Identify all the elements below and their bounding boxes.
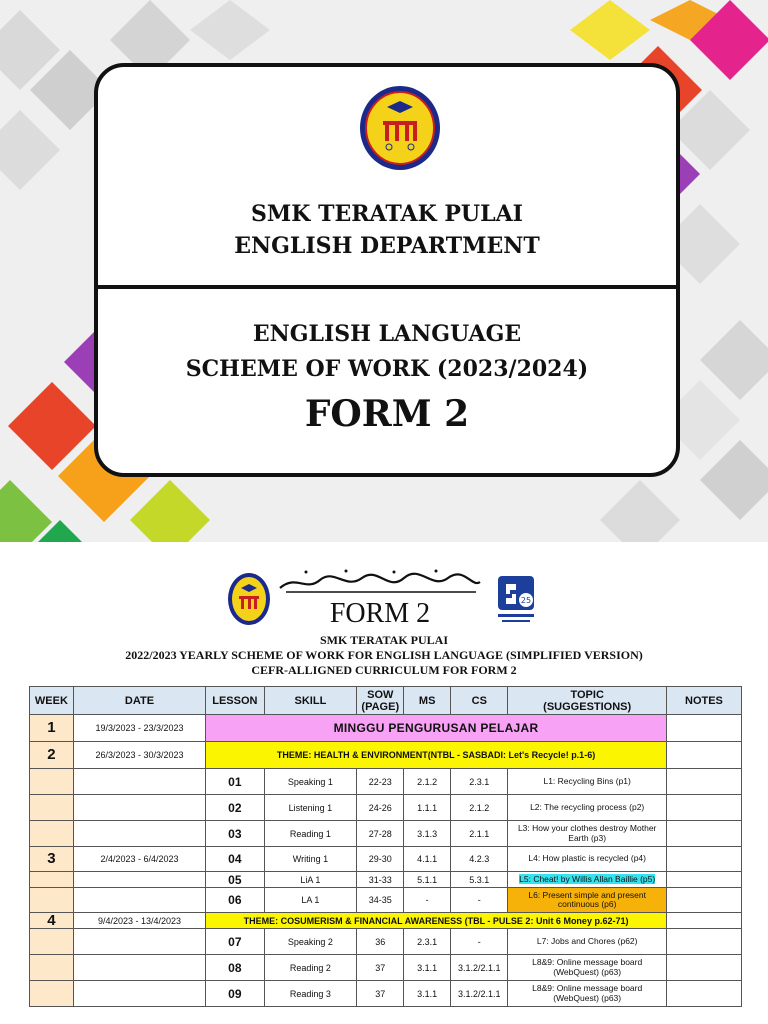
cs-cell: 4.2.3 — [451, 847, 508, 872]
school-crest-icon — [359, 85, 441, 171]
date-cell: 19/3/2023 - 23/3/2023 — [73, 715, 205, 742]
date-cell: 9/4/2023 - 13/4/2023 — [73, 913, 205, 929]
sow-cell: 37 — [357, 955, 404, 981]
theme-banner: THEME: COSUMERISM & FINANCIAL AWARENESS (TBL - PULSE 2: Unit 6 Money p.62-71) — [206, 913, 667, 929]
week-cell — [30, 981, 74, 1007]
ms-cell: 3.1.1 — [404, 981, 451, 1007]
sow-cell: 37 — [357, 981, 404, 1007]
skill-cell: Reading 1 — [264, 821, 357, 847]
lesson-cell: 08 — [206, 955, 264, 981]
cs-cell: - — [451, 888, 508, 913]
table-row — [30, 955, 742, 981]
week-cell — [30, 872, 74, 888]
lesson-cell: 01 — [206, 769, 264, 795]
week-cell — [30, 955, 74, 981]
ms-cell: 5.1.1 — [404, 872, 451, 888]
lesson-cell: 03 — [206, 821, 264, 847]
notes-cell — [666, 955, 741, 981]
col-cs: CS — [451, 687, 508, 715]
date-cell — [73, 955, 205, 981]
skill-cell: Reading 3 — [264, 981, 357, 1007]
ms-cell: 1.1.1 — [404, 795, 451, 821]
sheet-form-title: FORM 2 — [329, 598, 431, 629]
table-row — [30, 821, 742, 847]
cover-school-name: SMK TERATAK PULAI — [251, 201, 523, 227]
cs-cell: 2.1.1 — [451, 821, 508, 847]
notes-cell — [666, 981, 741, 1007]
week-cell — [30, 888, 74, 913]
week-cell — [30, 769, 74, 795]
sow-cell: 22-23 — [357, 769, 404, 795]
svg-text:25: 25 — [520, 596, 532, 605]
week-cell — [30, 795, 74, 821]
topic-cell: L4: How plastic is recycled (p4) — [508, 847, 666, 872]
table-row — [30, 715, 742, 742]
topic-cell: L1: Recycling Bins (p1) — [508, 769, 666, 795]
topic-cell: L7: Jobs and Chores (p62) — [508, 929, 666, 955]
notes-cell — [666, 929, 741, 955]
col-skill: SKILL — [264, 687, 357, 715]
table-row — [30, 769, 742, 795]
sheet-subtitle: 2022/2023 YEARLY SCHEME OF WORK FOR ENGLISH LANGUAGE (SIMPLIFIED VERSION) — [125, 648, 643, 662]
school-crest-small-icon — [227, 572, 271, 626]
sheet-school-name: SMK TERATAK PULAI — [319, 633, 448, 647]
topic-highlight: L5: Cheat! by Willis Allan Baillie (p5) — [519, 873, 656, 884]
notes-cell — [666, 795, 741, 821]
col-sow: SOW (PAGE) — [357, 687, 404, 715]
jawi-school-name — [276, 566, 484, 598]
sheet-curriculum: CEFR-ALLIGNED CURRICULUM FOR FORM 2 — [251, 663, 517, 677]
topic-cell: L3: How your clothes destroy Mother Earth (p3) — [508, 821, 666, 847]
cover-form-title: FORM 2 — [304, 393, 470, 435]
date-cell — [73, 888, 205, 913]
date-cell — [73, 821, 205, 847]
lesson-cell: 02 — [206, 795, 264, 821]
ms-cell: 3.1.1 — [404, 955, 451, 981]
sow-cell: 27-28 — [357, 821, 404, 847]
table-row — [30, 847, 742, 872]
theme-banner: THEME: HEALTH & ENVIRONMENT(NTBL - SASBADI: Let's Recycle! p.1-6) — [206, 742, 667, 769]
table-row — [30, 929, 742, 955]
ms-cell: 4.1.1 — [404, 847, 451, 872]
date-cell — [73, 981, 205, 1007]
notes-cell — [666, 769, 741, 795]
cs-cell: 3.1.2/2.1.1 — [451, 981, 508, 1007]
skill-cell: Speaking 1 — [264, 769, 357, 795]
cover-divider — [94, 285, 680, 289]
date-cell — [73, 769, 205, 795]
ms-cell: 3.1.3 — [404, 821, 451, 847]
topic-cell: L6: Present simple and present continuous (p6) — [508, 888, 666, 913]
skill-cell: Listening 1 — [264, 795, 357, 821]
table-row — [30, 888, 742, 913]
skill-cell: LA 1 — [264, 888, 357, 913]
ms-cell: - — [404, 888, 451, 913]
sow-cell: 36 — [357, 929, 404, 955]
ms-cell: 2.3.1 — [404, 929, 451, 955]
cover-department: ENGLISH DEPARTMENT — [234, 233, 540, 259]
sow-cell: 24-26 — [357, 795, 404, 821]
cs-cell: - — [451, 929, 508, 955]
table-row — [30, 913, 742, 929]
sow-cell: 29-30 — [357, 847, 404, 872]
week-cell — [30, 929, 74, 955]
week-cell: 1 — [30, 715, 74, 742]
table-row — [30, 795, 742, 821]
cover-subject: ENGLISH LANGUAGE — [252, 321, 522, 347]
notes-cell — [666, 913, 741, 929]
cover-scheme-title: SCHEME OF WORK (2023/2024) — [185, 356, 589, 382]
notes-cell — [666, 872, 741, 888]
lesson-cell: 05 — [206, 872, 264, 888]
col-week: WEEK — [30, 687, 74, 715]
cs-cell: 3.1.2/2.1.1 — [451, 955, 508, 981]
notes-cell — [666, 715, 741, 742]
skill-cell: Speaking 2 — [264, 929, 357, 955]
col-topic: TOPIC (SUGGESTIONS) — [508, 687, 666, 715]
lesson-cell: 09 — [206, 981, 264, 1007]
topic-cell — [508, 872, 666, 888]
skill-cell: Reading 2 — [264, 955, 357, 981]
notes-cell — [666, 742, 741, 769]
topic-cell: L8&9: Online message board (WebQuest) (p63) — [508, 955, 666, 981]
topic-cell: L2: The recycling process (p2) — [508, 795, 666, 821]
table-header-row — [30, 687, 742, 715]
date-cell — [73, 872, 205, 888]
notes-cell — [666, 821, 741, 847]
topic-cell: L8&9: Online message board (WebQuest) (p63) — [508, 981, 666, 1007]
ms-cell: 2.1.2 — [404, 769, 451, 795]
date-cell — [73, 795, 205, 821]
notes-cell — [666, 847, 741, 872]
col-date: DATE — [73, 687, 205, 715]
scheme-table — [29, 686, 742, 1007]
lesson-cell: 07 — [206, 929, 264, 955]
col-ms: MS — [404, 687, 451, 715]
date-cell: 26/3/2023 - 30/3/2023 — [73, 742, 205, 769]
management-banner: MINGGU PENGURUSAN PELAJAR — [206, 715, 667, 742]
jawi-calligraphy-icon — [276, 566, 484, 598]
25-emblem-icon — [494, 574, 538, 626]
cs-cell: 2.1.2 — [451, 795, 508, 821]
week-cell: 3 — [30, 847, 74, 872]
week-cell: 4 — [30, 913, 74, 929]
col-notes: NOTES — [666, 687, 741, 715]
cs-cell: 2.3.1 — [451, 769, 508, 795]
skill-cell: LiA 1 — [264, 872, 357, 888]
table-row — [30, 981, 742, 1007]
date-cell — [73, 929, 205, 955]
week-cell — [30, 821, 74, 847]
lesson-cell: 06 — [206, 888, 264, 913]
sow-cell: 34-35 — [357, 888, 404, 913]
sow-cell: 31-33 — [357, 872, 404, 888]
table-row — [30, 742, 742, 769]
lesson-cell: 04 — [206, 847, 264, 872]
scheme-sheet — [0, 542, 768, 1024]
cs-cell: 5.3.1 — [451, 872, 508, 888]
notes-cell — [666, 888, 741, 913]
skill-cell: Writing 1 — [264, 847, 357, 872]
week-cell: 2 — [30, 742, 74, 769]
table-row — [30, 872, 742, 888]
col-lesson: LESSON — [206, 687, 264, 715]
date-cell: 2/4/2023 - 6/4/2023 — [73, 847, 205, 872]
